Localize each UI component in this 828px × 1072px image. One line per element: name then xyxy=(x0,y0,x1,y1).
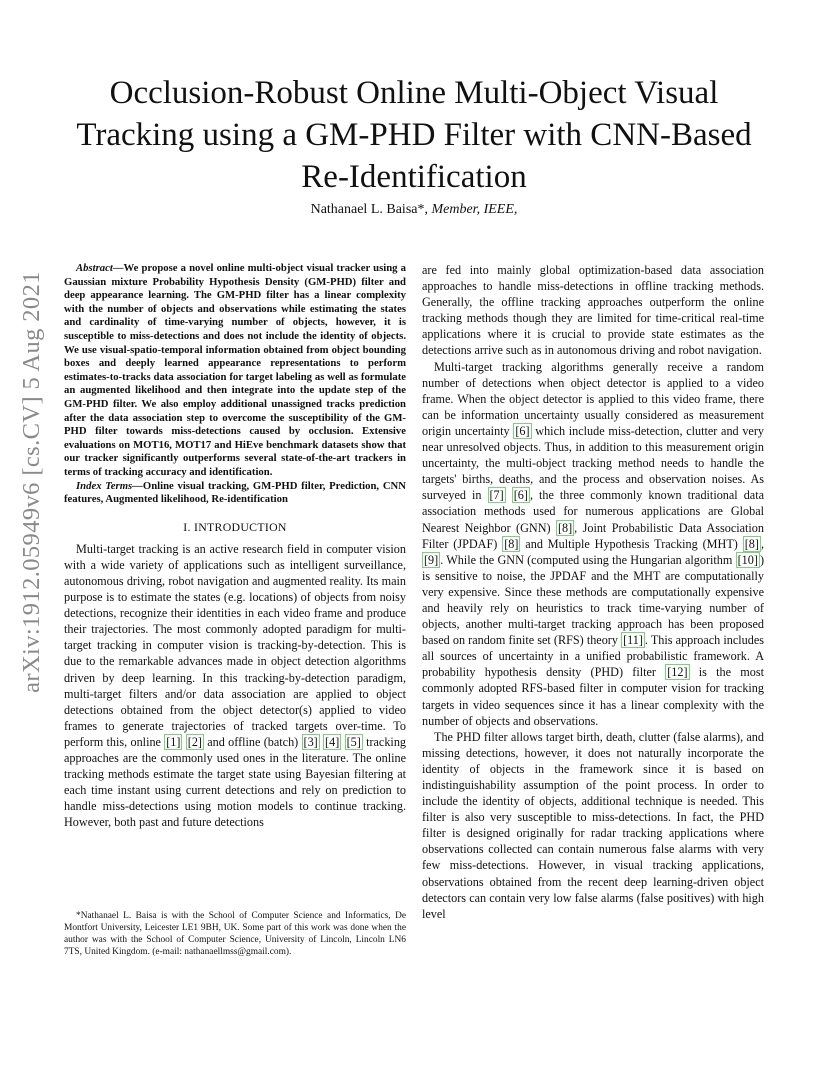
citation-link[interactable]: [11] xyxy=(623,633,643,648)
citation-link[interactable]: [6] xyxy=(515,423,530,438)
text-run: which include miss-detection, clutter and very near unresolved objects. Thus, in addition to this measurement origin uncertainty, the multi-object tracking method needs to handle the targets' births, deaths, and the process and observation noises. As surveyed in xyxy=(422,423,764,503)
citation-link[interactable]: [4] xyxy=(325,734,340,749)
text-run: . This approach includes all sources of uncertainty in a unified probabilistic framework. A probability hypothesis density (PHD) filter xyxy=(422,633,764,680)
intro-paragraph xyxy=(64,541,406,831)
text-run: is the most commonly adopted RFS-based filter in computer vision for tracking targets in video sequences since it has a linear complexity with the number of objects and observations. xyxy=(422,665,764,728)
citation-link[interactable]: [8] xyxy=(744,536,759,551)
text-run: , the three commonly known traditional data association methods used for numerous applications are Global Nearest Neighbor (GNN) xyxy=(422,488,764,535)
text-run: , xyxy=(760,536,764,551)
text-run xyxy=(506,488,512,502)
body-paragraph-2 xyxy=(422,359,764,729)
text-run: tracking approaches are the commonly used ones in the literature. The online tracking methods estimate the target state using Bayesian filtering at each time instant using current detections and rely on prediction to handle miss-detections using motion models to continue tracking. However, both past and future detections xyxy=(64,734,407,830)
citation-link[interactable]: [1] xyxy=(166,734,181,749)
citation-link[interactable]: [9] xyxy=(424,552,439,567)
abstract-label: Abstract— xyxy=(76,262,124,274)
citation-link[interactable]: [3] xyxy=(303,734,318,749)
arxiv-id: arXiv:1912.05949v6 [cs.CV] 5 Aug 2021 xyxy=(18,271,45,693)
citation-link[interactable]: [8] xyxy=(557,520,573,535)
body-paragraph-3: The PHD filter allows target birth, death, clutter (false alarms), and missing detections, however, it does not naturally incorporate the identity of objects in the framework since it is based on indistinguishability assumption of the point process. In order to include the identity of objects, additional technique is needed. This filter is also very susceptible to miss-detections. In fact, the PHD filter is designed originally for radar tracking applications where observations collected can contain numerous false alarms with very few miss-detections. However, in visual tracking applications, observations obtained from the recent deep learning-driven object detectors can contain very low false alarms (false positives) with high level xyxy=(422,729,764,921)
text-run: and offline (batch) xyxy=(203,734,302,749)
body-paragraph-1: are fed into mainly global optimization-based data association approaches to handle miss-detections in offline tracking methods. Generally, the offline tracking approaches outperform the online tracking methods though they are limited for time-critical real-time applications where it is crucial to provide state estimates as the detections arrive such as in autonomous driving and robot navigation. xyxy=(422,263,764,358)
citation-link[interactable]: [5] xyxy=(346,734,361,749)
arxiv-watermark xyxy=(14,271,50,693)
index-terms-label: Index Terms— xyxy=(76,479,143,492)
index-terms-text: Online visual tracking, GM-PHD filter, Prediction, CNN features, Augmented likelihood, Re-identification xyxy=(64,479,406,506)
text-run: . While the GNN (computed using the Hungarian algorithm xyxy=(440,552,736,567)
text-run: Multi-target tracking is an active research field in computer vision with a wide variety of applications such as intelligent surveillance, autonomous driving, robot navigation and augmented reality. Its main purpose is to estimate the states (e.g. locations) of objects from noisy detections, recognize their identities in each video frame and produce their trajectories. The most commonly adopted paradigm for multi-target tracking in computer vision is tracking-by-detection. This is due to the remarkable advances made in object detection algorithms driven by deep learning. In this tracking-by-detection paradigm, multi-target filters and/or data association are applied to object detections obtained from the object detector(s) applied to video frames to generate trajectories of tracked targets over-time. To perform this, online xyxy=(64,541,406,749)
author-line xyxy=(60,202,768,218)
citation-link[interactable]: [6] xyxy=(513,488,528,503)
citation-link[interactable]: [7] xyxy=(489,488,504,503)
citation-link[interactable]: [2] xyxy=(187,734,202,749)
author-name: Nathanael L. Baisa*, xyxy=(310,202,428,217)
text-run: Multi-target tracking algorithms generally receive a random number of detections when object detector is applied to a video frame. When the object detector is applied to this video frame, there can be information uncertainty usually considered as measurement origin uncertainty xyxy=(422,359,764,438)
footnote: *Nathanael L. Baisa is with the School of Computer Science and Informatics, De Montfort University, Leicester LE1 9BH, UK. Some part of this work was done when the author was with the School of Computer Science, University of Lincoln, Lincoln LN6 7TS, United Kingdom. (e-mail: nathanaellmss@gmail.com). xyxy=(64,911,406,957)
text-run: and Multiple Hypothesis Tracking (MHT) xyxy=(520,536,743,551)
text-run: ) is sensitive to noise, the JPDAF and the MHT are computationally very expensive. Since these methods are computationally expensive and heavily rely on heuristics to track time-varying number of objects, another multi-target tracking approach has been proposed based on random finite set (RFS) theory xyxy=(422,552,764,648)
citation-link[interactable]: [12] xyxy=(667,665,688,680)
right-column xyxy=(422,262,764,922)
abstract xyxy=(64,262,406,480)
citation-link[interactable]: [8] xyxy=(504,536,519,551)
left-column xyxy=(64,262,406,830)
author-affiliation: Member, IEEE, xyxy=(431,202,518,217)
abstract-text: We propose a novel online multi-object visual tracker using a Gaussian mixture Probability Hypothesis Density (GM-PHD) filter and deep appearance learning. The GM-PHD filter has a linear complexity with the number of objects and observations while estimating the states and cardinality of time-varying number of objects, however, it is susceptible to miss-detections and does not include the identity of objects. We use visual-spatio-temporal information obtained from object bounding boxes and deeply learned appearance representations to perform estimates-to-tracks data association for target labeling as well as formulate an augmented likelihood and then integrate into the update step of the GM-PHD filter. We also employ additional unassigned tracks prediction after the data association step to overcome the susceptibility of the GM-PHD filter towards miss-detections caused by occlusion. Extensive evaluations on MOT16, MOT17 and HiEve benchmark datasets show that our tracker significantly outperforms several state-of-the-art trackers in terms of tracking accuracy and identification. xyxy=(64,262,406,478)
section-heading: I. INTRODUCTION xyxy=(183,519,287,534)
citation-link[interactable]: [10] xyxy=(737,552,758,567)
paper-title: Occlusion-Robust Online Multi-Object Visual Tracking using a GM-PHD Filter with CNN-Based Re-Identification xyxy=(76,75,752,195)
index-terms xyxy=(64,480,406,507)
text-run: , Joint Probabilistic Data Association Filter (JPDAF) xyxy=(422,520,764,551)
